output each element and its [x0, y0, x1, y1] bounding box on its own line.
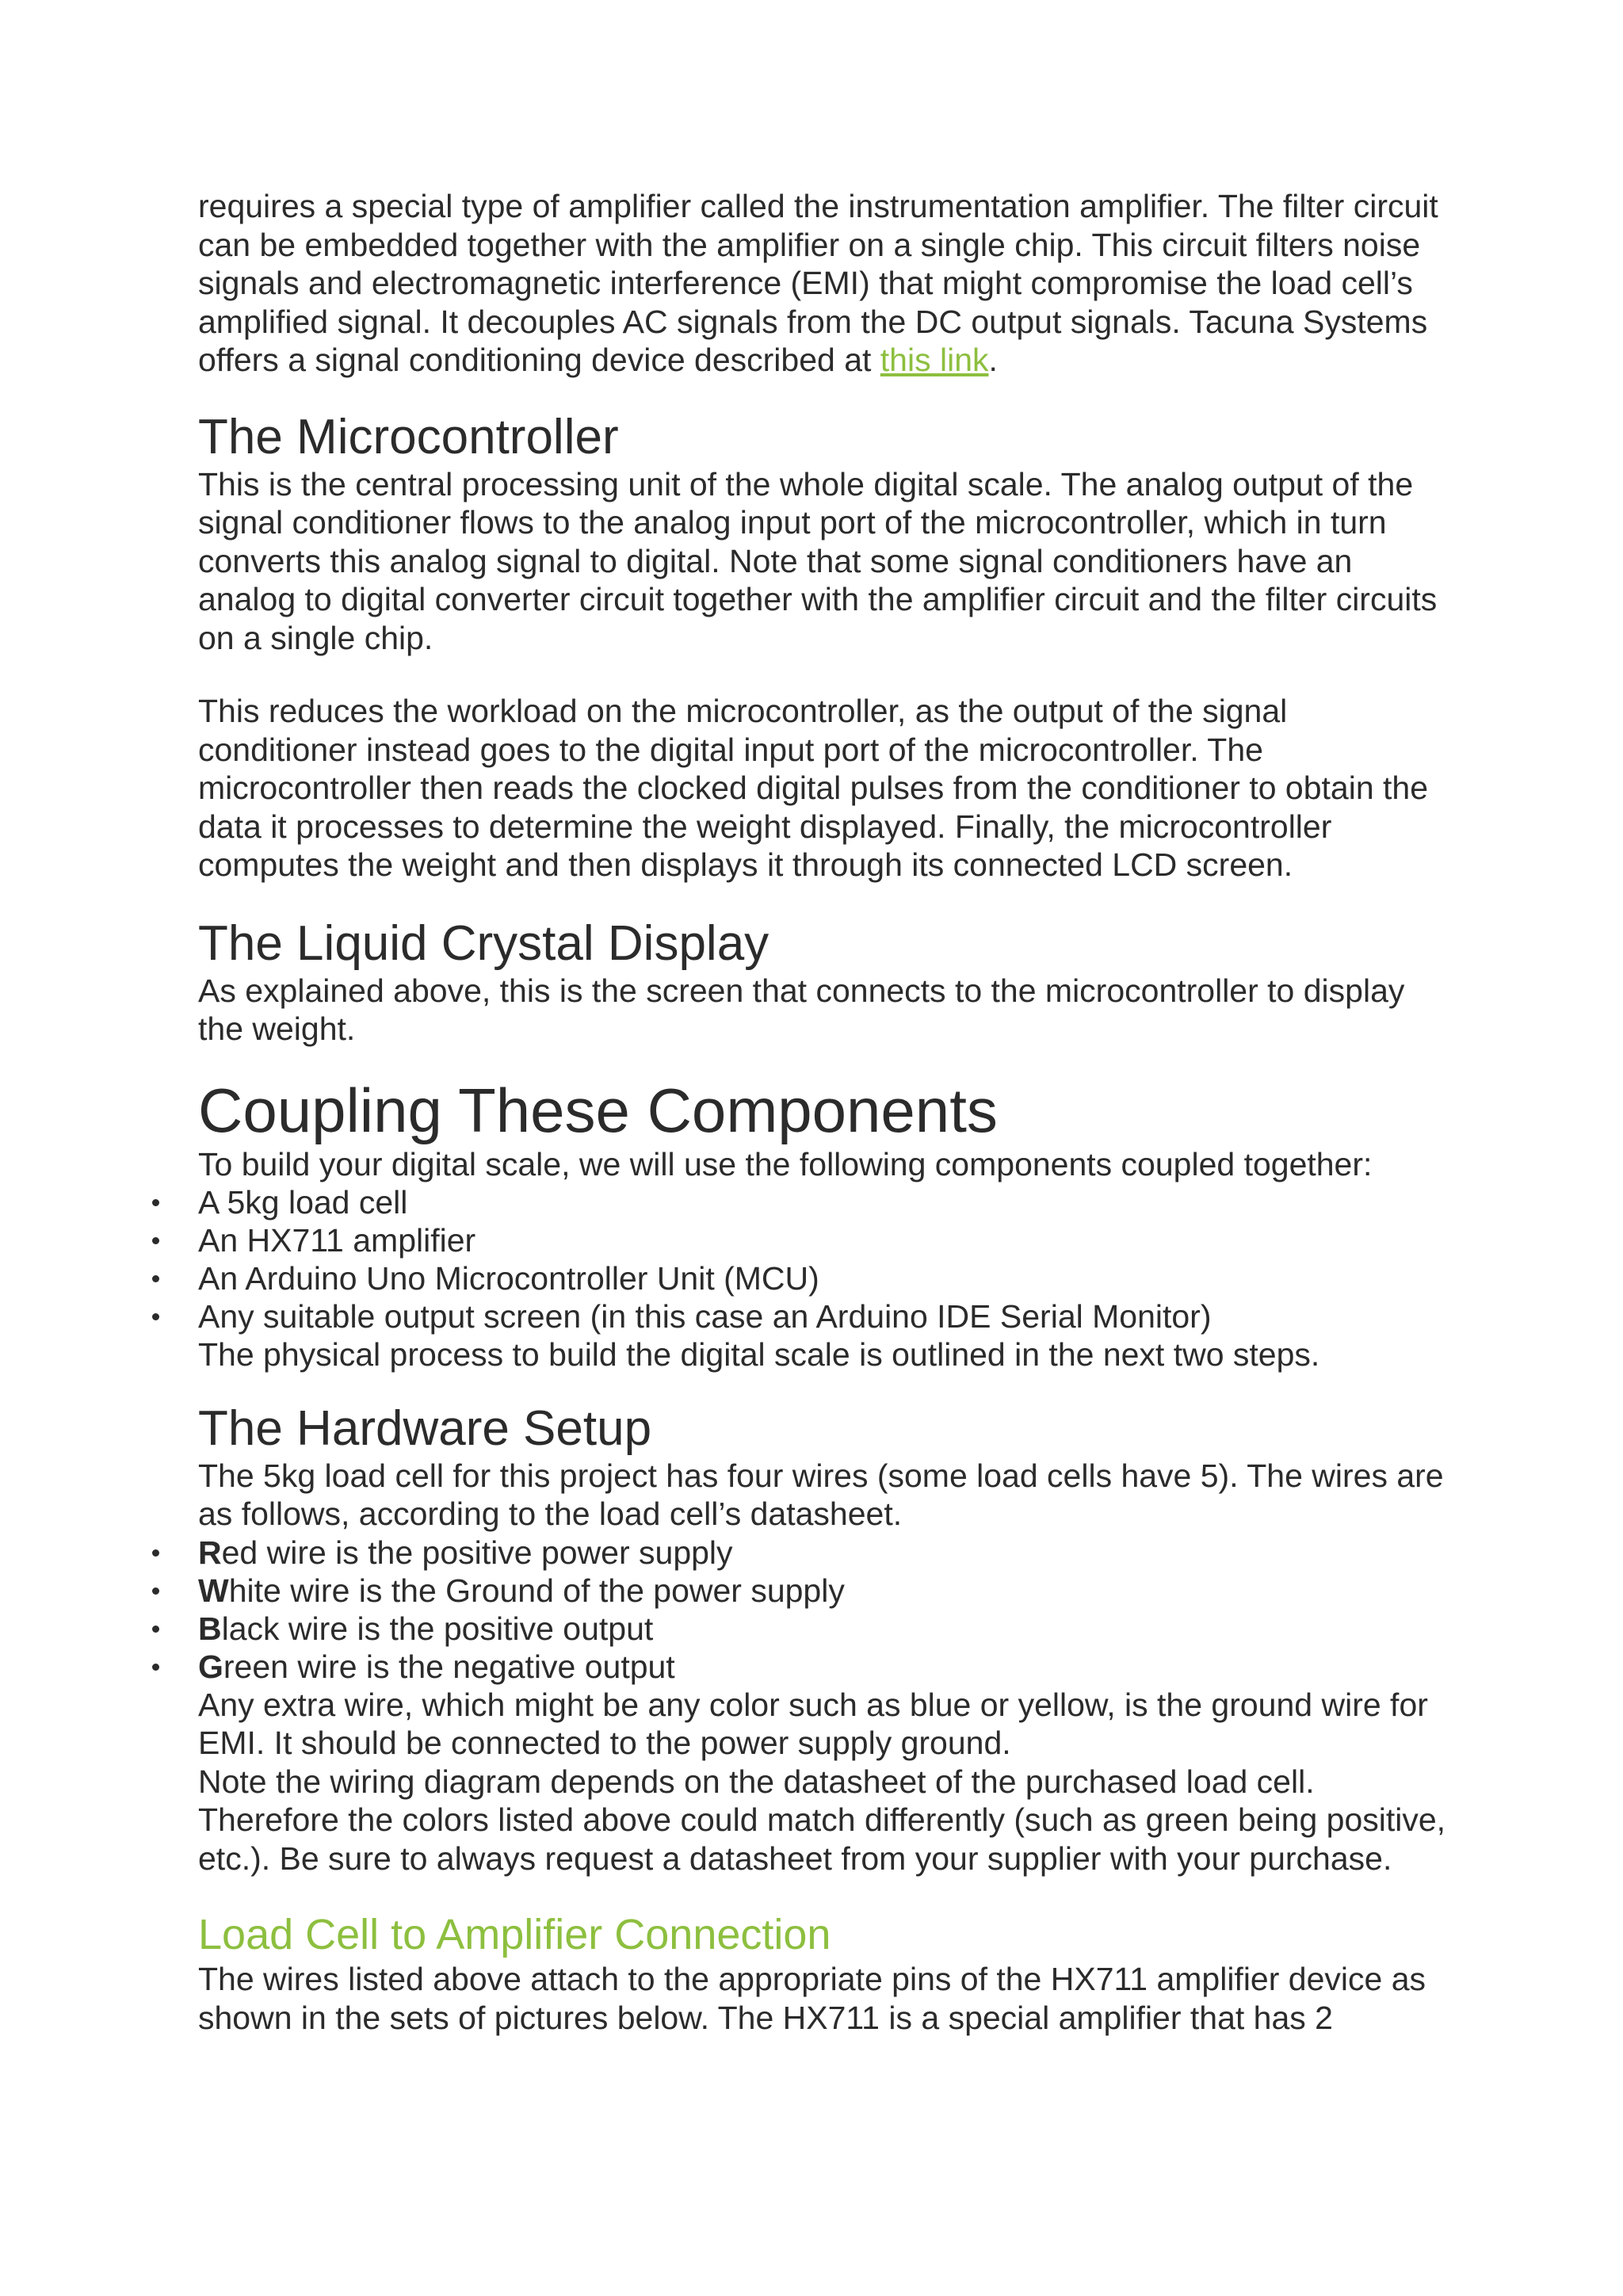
- list-item: [198, 1534, 1450, 1572]
- coupling-outro: The physical process to build the digital scale is outlined in the next two steps.: [198, 1336, 1320, 1373]
- loadcell-connection-paragraph: The wires listed above attach to the appropriate pins of the HX711 amplifier device as shown in the sets of pictures below. The HX711 is a special amplifier that has 2: [198, 1961, 1426, 2036]
- wire-initial: B: [198, 1610, 222, 1647]
- heading-hardware-setup: The Hardware Setup: [198, 1400, 652, 1456]
- heading-loadcell-connection: Load Cell to Amplifier Connection: [198, 1911, 831, 1958]
- document-page: [198, 187, 1450, 2037]
- intro-text: requires a special type of amplifier called the instrumentation amplifier. The filter circuit can be embedded together with the amplifier on a single chip. This circuit filters noise signals and electromagnetic interference (EMI) that might compromise the load cell’s amplified signal. It decouples AC signals from the DC output signals. Tacuna Systems offers a signal conditioning device described at: [198, 188, 1438, 378]
- heading-lcd: The Liquid Crystal Display: [198, 915, 769, 971]
- list-item: An Arduino Uno Microcontroller Unit (MCU): [198, 1259, 1450, 1297]
- hardware-extra-wire: Any extra wire, which might be any color such as blue or yellow, is the ground wire for EMI. It should be connected to the power supply ground.: [198, 1686, 1428, 1761]
- wire-initial: R: [198, 1534, 222, 1571]
- wires-list: [198, 1534, 1450, 1686]
- wire-description: ed wire is the positive power supply: [221, 1534, 733, 1571]
- microcontroller-paragraph-1: This is the central processing unit of the whole digital scale. The analog output of the signal conditioner flows to the analog input port of the microcontroller, which in turn converts this analog signal to digital. Note that some signal conditioners have an analog to digital converter circuit together with the amplifier circuit and the filter circuits on a single chip.: [198, 465, 1438, 656]
- lcd-paragraph: As explained above, this is the screen that connects to the microcontroller to display the weight.: [198, 972, 1405, 1047]
- wire-description: lack wire is the positive output: [221, 1610, 654, 1647]
- list-item: [198, 1648, 1450, 1686]
- list-item: A 5kg load cell: [198, 1183, 1450, 1221]
- wire-initial: W: [198, 1572, 229, 1609]
- coupling-intro: To build your digital scale, we will use the following components coupled together:: [198, 1145, 1373, 1182]
- hardware-note: Note the wiring diagram depends on the datasheet of the purchased load cell. Therefore the colors listed above could match differently (such as green being positive, etc.). Be sure to always request a datasheet from your supplier with your purchase.: [198, 1763, 1446, 1877]
- wire-description: hite wire is the Ground of the power supply: [228, 1572, 845, 1609]
- list-item: An HX711 amplifier: [198, 1221, 1450, 1259]
- intro-paragraph: [198, 187, 1450, 380]
- intro-text-end: .: [988, 342, 998, 378]
- microcontroller-paragraph-2: This reduces the workload on the microcontroller, as the output of the signal conditioner instead goes to the digital input port of the microcontroller. The microcontroller then reads the clocked digital pulses from the conditioner to obtain the data it processes to determine the weight displayed. Finally, the microcontroller computes the weight and then displays it through its connected LCD screen.: [198, 693, 1429, 883]
- list-item: [198, 1610, 1450, 1648]
- heading-coupling: Coupling These Components: [198, 1075, 998, 1145]
- wire-initial: G: [198, 1648, 223, 1685]
- list-item: [198, 1572, 1450, 1610]
- heading-microcontroller: The Microcontroller: [198, 409, 619, 464]
- hardware-intro: The 5kg load cell for this project has four wires (some load cells have 5). The wires are as follows, according to the load cell’s datasheet.: [198, 1457, 1444, 1532]
- wire-description: reen wire is the negative output: [223, 1648, 675, 1685]
- list-item: Any suitable output screen (in this case an Arduino IDE Serial Monitor): [198, 1297, 1450, 1335]
- components-list: [198, 1183, 1450, 1335]
- this-link[interactable]: this link: [880, 342, 989, 378]
